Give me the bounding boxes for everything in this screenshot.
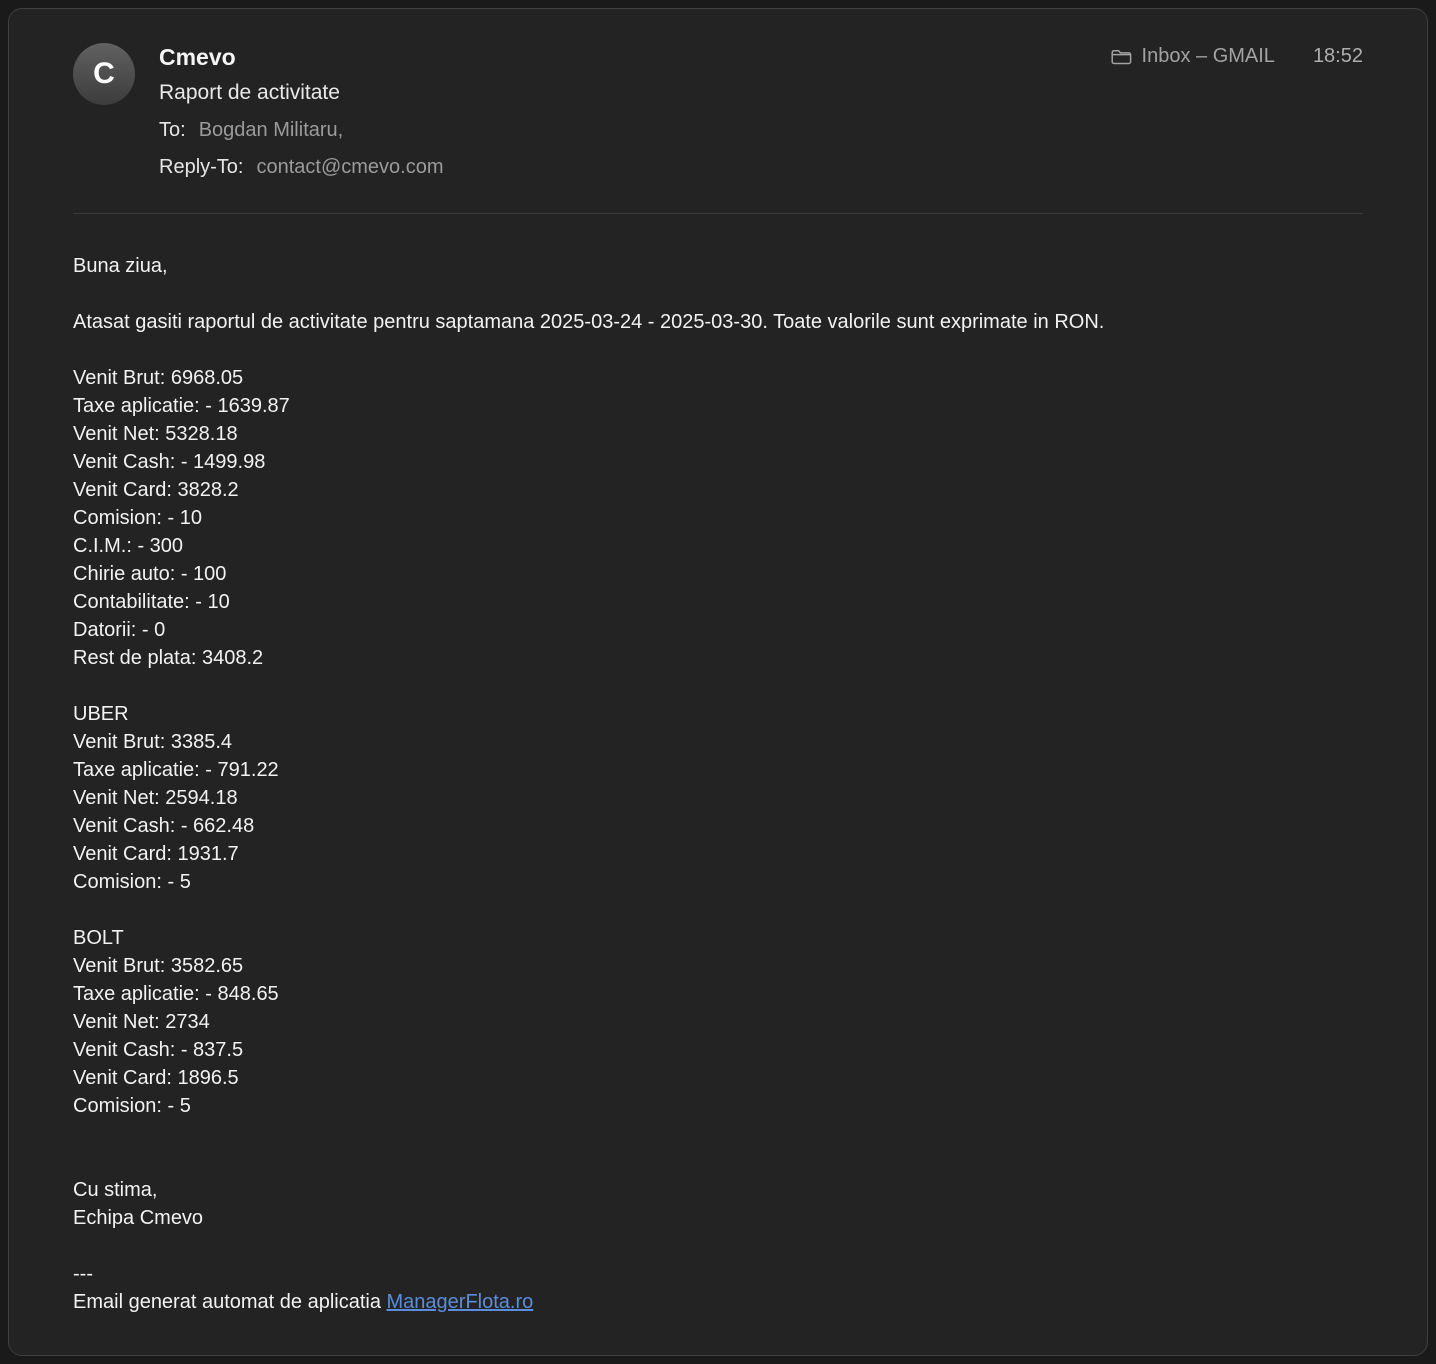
to-recipient[interactable]: Bogdan Militaru, — [198, 119, 344, 141]
reply-to-label: Reply-To: — [159, 156, 244, 178]
summary-line: Rest de plata: 3408.2 — [73, 647, 264, 669]
header-meta — [1111, 45, 1363, 68]
greeting: Buna ziua, — [73, 255, 168, 277]
reply-to-row — [159, 155, 444, 180]
summary-line: Datorii: - 0 — [73, 619, 166, 641]
intro-paragraph: Atasat gasiti raportul de activitate pentru saptamana 2025-03-24 - 2025-03-30. Toate valorile sunt exprimate in RON. — [73, 311, 1105, 333]
uber-section-title: UBER — [73, 703, 129, 725]
uber-section — [73, 700, 1363, 896]
summary-line: Taxe aplicatie: - 1639.87 — [73, 395, 290, 417]
closing-signature: Echipa Cmevo — [73, 1207, 204, 1229]
summary-line: Chirie auto: - 100 — [73, 563, 227, 585]
uber-line: Venit Net: 2594.18 — [73, 787, 238, 809]
summary-line: Venit Cash: - 1499.98 — [73, 451, 266, 473]
closing-salutation: Cu stima, — [73, 1179, 158, 1201]
bolt-section — [73, 924, 1363, 1120]
bolt-line: Venit Brut: 3582.65 — [73, 955, 244, 977]
footer-text: Email generat automat de aplicatia — [73, 1291, 387, 1313]
message-time: 18:52 — [1312, 45, 1363, 67]
summary-line: Venit Card: 3828.2 — [73, 479, 239, 501]
sender-avatar — [73, 43, 135, 105]
uber-line: Venit Card: 1931.7 — [73, 843, 239, 865]
folder-icon — [1111, 48, 1132, 65]
bolt-line: Taxe aplicatie: - 848.65 — [73, 983, 279, 1005]
summary-line: Venit Net: 5328.18 — [73, 423, 238, 445]
bolt-line: Venit Card: 1896.5 — [73, 1067, 239, 1089]
bolt-line: Venit Net: 2734 — [73, 1011, 210, 1033]
bolt-line: Venit Cash: - 837.5 — [73, 1039, 244, 1061]
uber-line: Taxe aplicatie: - 791.22 — [73, 759, 279, 781]
uber-line: Comision: - 5 — [73, 871, 191, 893]
email-body — [9, 214, 1427, 1316]
message-header — [9, 9, 1427, 180]
footer — [73, 1260, 1363, 1316]
uber-line: Venit Brut: 3385.4 — [73, 731, 233, 753]
bolt-line: Comision: - 5 — [73, 1095, 191, 1117]
to-label: To: — [159, 119, 186, 141]
avatar-initial: C — [93, 57, 115, 90]
mailbox-label: Inbox – GMAIL — [1141, 45, 1275, 67]
email-message-window — [8, 8, 1428, 1356]
manager-flota-link[interactable]: ManagerFlota.ro — [386, 1291, 534, 1313]
uber-line: Venit Cash: - 662.48 — [73, 815, 255, 837]
message-subject: Raport de activitate — [159, 81, 340, 104]
summary-line: C.I.M.: - 300 — [73, 535, 184, 557]
summary-line: Venit Brut: 6968.05 — [73, 367, 244, 389]
bolt-section-title: BOLT — [73, 927, 124, 949]
reply-to-address[interactable]: contact@cmevo.com — [256, 156, 444, 178]
summary-line: Comision: - 10 — [73, 507, 202, 529]
summary-line: Contabilitate: - 10 — [73, 591, 230, 613]
sender-name: Cmevo — [159, 44, 236, 70]
signature-separator: --- — [73, 1263, 93, 1285]
closing — [73, 1176, 1363, 1232]
footer-line — [73, 1288, 1363, 1316]
mailbox-indicator — [1111, 45, 1275, 68]
header-main — [159, 43, 444, 180]
summary-section — [73, 364, 1363, 672]
to-row — [159, 118, 444, 143]
